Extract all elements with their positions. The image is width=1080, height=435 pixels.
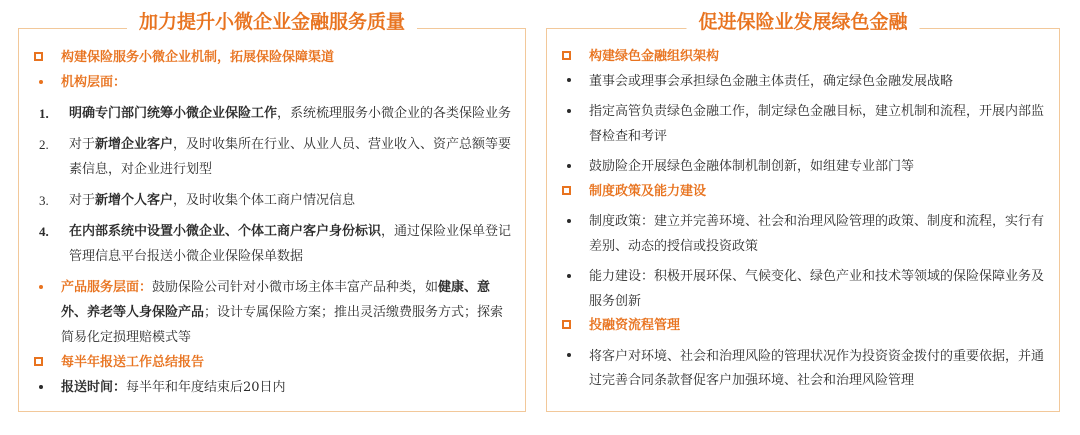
bullet-item: 鼓励险企开展绿色金融体制机制创新，如组建专业部门等 [559, 155, 1047, 180]
left-panel [18, 11, 526, 412]
bullet-item: 指定高管负责绿色金融工作，制定绿色金融目标，建立机制和流程，开展内部监督检查和考评 [559, 100, 1047, 149]
bullet-icon [567, 109, 571, 113]
bullet-item: 制度政策：建立并完善环境、社会和治理风险管理的政策、制度和流程，实行有差别、动态的授信或投资政策 [559, 210, 1047, 259]
bullet-icon [567, 274, 571, 278]
bullet-icon [567, 219, 571, 223]
bullet-item: 董事会或理事会承担绿色金融主体责任，确定绿色金融发展战略 [559, 70, 1047, 95]
square-bullet-icon [562, 51, 571, 60]
bullet-icon [39, 385, 43, 389]
bullet-icon [39, 285, 43, 289]
section-heading: 制度政策及能力建设 [559, 180, 1047, 205]
right-panel-content [559, 45, 1047, 394]
section-heading: 每半年报送工作总结报告 [31, 350, 513, 375]
list-item: 1. 明确专门部门统筹小微企业保险工作，系统梳理服务小微企业的各类保险业务 [39, 106, 512, 121]
bullet-icon [39, 80, 43, 84]
list-item: 3. 对于新增个人客户，及时收集个体工商户情况信息 [39, 193, 356, 208]
bullet-icon [567, 164, 571, 168]
square-bullet-icon [562, 320, 571, 329]
bullet-item: 能力建设：积极开展环保、气候变化、绿色产业和技术等领域的保险保障业务及服务创新 [559, 265, 1047, 314]
right-panel [546, 11, 1060, 412]
bullet-item: 将客户对环境、社会和治理风险的管理状况作为投资资金拨付的重要依据，并通过完善合同条款督促客户加强环境、社会和治理风险管理 [559, 345, 1047, 394]
right-panel-title: 促进保险业发展绿色金融 [686, 7, 919, 34]
bullet-icon [567, 78, 571, 82]
sub-heading: 机构层面： [31, 70, 513, 95]
square-bullet-icon [562, 186, 571, 195]
product-service-item: 产品服务层面：鼓励保险公司针对小微市场主体丰富产品种类，如健康、意外、养老等人身保险产品；设计专属保险方案；推出灵活缴费服务方式；探索简易化定损理赔模式等 [31, 275, 513, 350]
list-item: 4. 在内部系统中设置小微企业、个体工商户客户身份标识，通过保险业保单登记管理信息平台报送小微企业保险保单数据 [39, 224, 512, 264]
square-bullet-icon [34, 357, 43, 366]
section-heading: 投融资流程管理 [559, 314, 1047, 339]
square-bullet-icon [34, 52, 43, 61]
section-heading: 构建保险服务小微企业机制，拓展保险保障渠道 [31, 45, 513, 70]
report-time-item: 报送时间：每半年和年度结束后20日内 [31, 375, 513, 400]
section-heading: 构建绿色金融组织架构 [559, 45, 1047, 70]
list-item: 2. 对于新增企业客户，及时收集所在行业、从业人员、营业收入、资产总额等要素信息，对企业进行划型 [39, 137, 512, 177]
left-panel-title: 加力提升小微企业金融服务质量 [127, 7, 417, 34]
left-panel-content [31, 45, 513, 400]
bullet-icon [567, 353, 571, 357]
